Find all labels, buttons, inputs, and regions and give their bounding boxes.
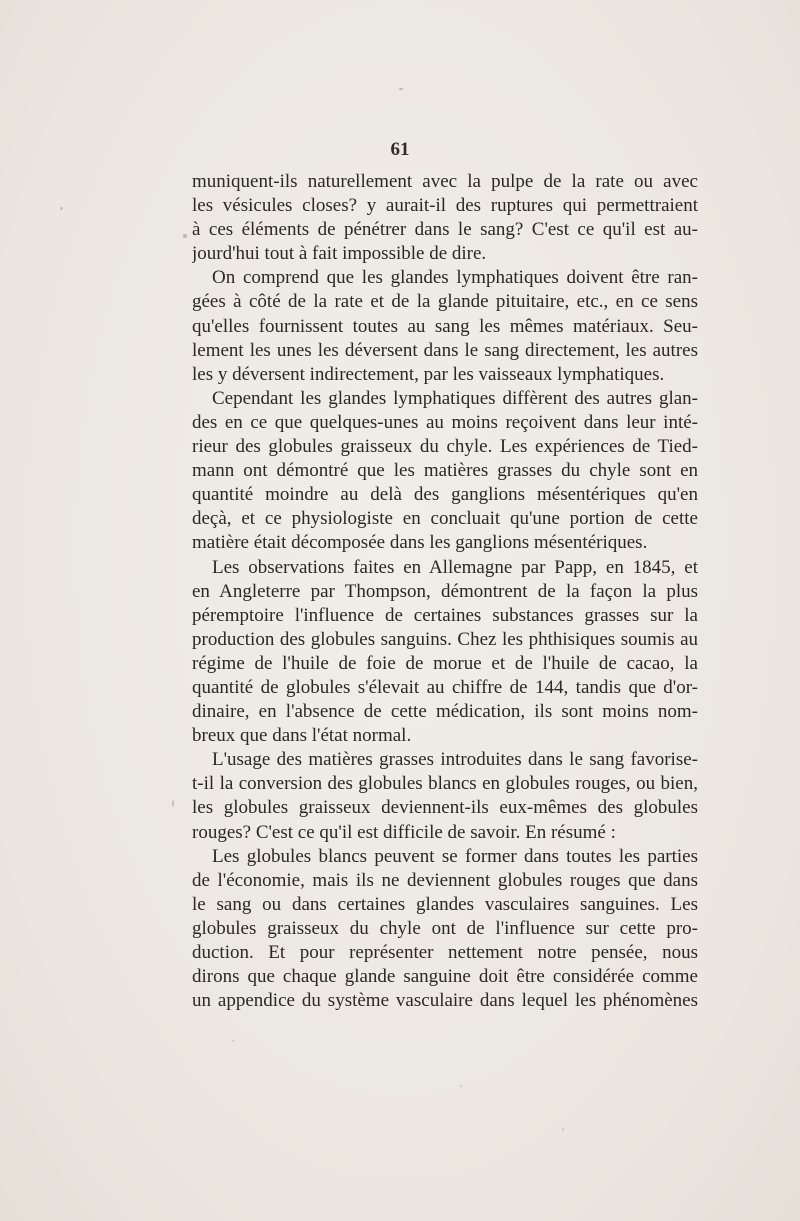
paper-speck [183, 234, 187, 238]
text-line: rieur des globules graisseux du chyle. Les expériences de Tied- [192, 436, 698, 458]
text-line: des en ce que quelques-unes au moins reçoivent dans leur inté- [192, 411, 698, 433]
text-line: les y déversent indirectement, par les vaisseaux lymphatiques. [192, 363, 665, 385]
paragraph-start-line: Les globules blancs peuvent se former dans toutes les parties [212, 845, 698, 867]
text-line: rouges? C'est ce qu'il est difficile de savoir. En résumé : [192, 821, 616, 843]
body-text [192, 170, 698, 1013]
text-line: le sang ou dans certaines glandes vasculaires sanguines. Les [192, 893, 698, 915]
text-line: quantité de globules s'élevait au chiffre de 144, tandis que d'or- [192, 676, 698, 698]
text-line: mann ont démontré que les matières grasses du chyle sont en [192, 460, 698, 482]
text-line: péremptoire l'influence de certaines substances grasses sur la [192, 604, 698, 626]
text-line: en Angleterre par Thompson, démontrent de la façon la plus [192, 580, 698, 602]
text-line: matière était décomposée dans les ganglions mésentériques. [192, 532, 648, 554]
text-line: production des globules sanguins. Chez les phthisiques soumis au [192, 628, 698, 650]
text-line: régime de l'huile de foie de morue et de l'huile de cacao, la [192, 652, 698, 674]
text-line: duction. Et pour représenter nettement notre pensée, nous [192, 942, 698, 963]
text-line: t-il la conversion des globules blancs en globules rouges, ou bien, [192, 773, 698, 795]
paper-speck [399, 88, 403, 90]
text-line: lement les unes les déversent dans le sang directement, les autres [192, 339, 698, 361]
text-line: à ces éléments de pénétrer dans le sang? C'est ce qu'il est au- [192, 219, 698, 241]
text-line: gées à côté de la rate et de la glande pituitaire, etc., en ce sens [192, 291, 698, 313]
text-line: deçà, et ce physiologiste en concluait qu'une portion de cette [192, 508, 698, 530]
paragraph-start-line: Cependant les glandes lymphatiques diffèrent des autres glan- [212, 387, 698, 409]
paragraph-start-line: L'usage des matières grasses introduites dans le sang favorise- [212, 749, 698, 771]
text-line: de l'économie, mais ils ne deviennent globules rouges que dans [192, 869, 698, 891]
text-line: globules graisseux du chyle ont de l'influence sur cette pro- [192, 917, 698, 939]
text-line: qu'elles fournissent toutes au sang les mêmes matériaux. Seu- [192, 315, 698, 337]
text-line: quantité moindre au delà des ganglions mésentériques qu'en [192, 484, 698, 506]
text-line: muniquent-ils naturellement avec la pulpe de la rate ou avec [192, 171, 698, 192]
text-line: dinaire, en l'absence de cette médication, ils sont moins nom- [192, 701, 698, 723]
text-line: les vésicules closes? y aurait-il des ruptures qui permettraient [192, 195, 698, 217]
text-line: les globules graisseux deviennent-ils eux-mêmes des globules [192, 797, 698, 819]
paper-speck [232, 1040, 234, 1042]
paragraph-start-line: On comprend que les glandes lymphatiques doivent être ran- [212, 267, 698, 289]
paper-speck [60, 207, 63, 210]
paper-speck [172, 800, 174, 807]
paper-speck [562, 1128, 564, 1131]
page-number: 61 [390, 139, 410, 160]
text-line: dirons que chaque glande sanguine doit être considérée comme [192, 966, 698, 988]
text-line: un appendice du système vasculaire dans lequel les phénomènes [192, 990, 698, 1012]
paragraph-start-line: Les observations faites en Allemagne par Papp, en 1845, et [212, 556, 698, 578]
text-line: jourd'hui tout à fait impossible de dire. [192, 243, 487, 265]
text-line: breux que dans l'état normal. [192, 725, 412, 747]
paper-speck [460, 1085, 462, 1087]
